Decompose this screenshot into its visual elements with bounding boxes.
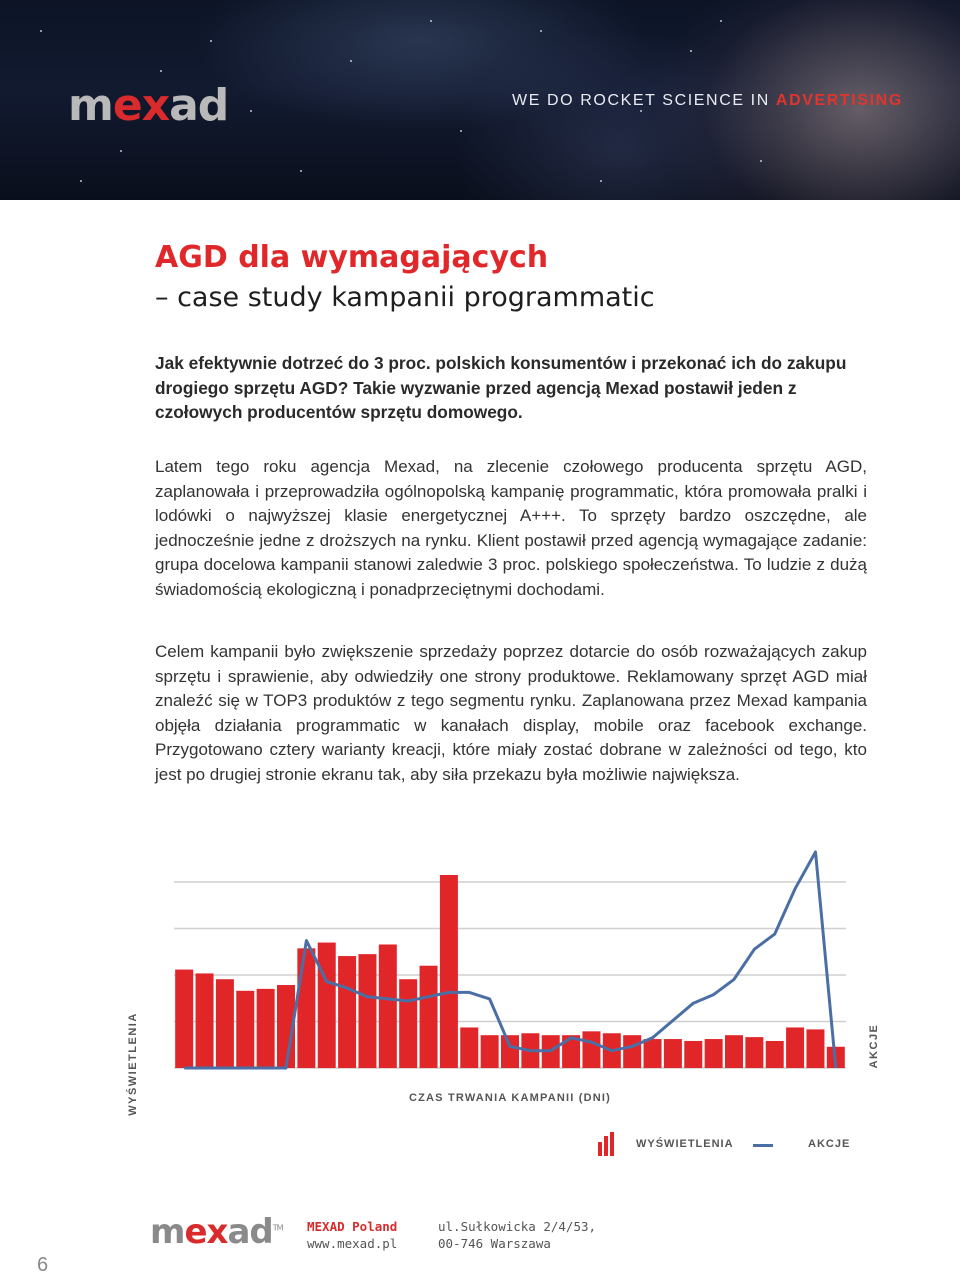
impressions-bar [766, 1041, 784, 1068]
impressions-bar [358, 954, 376, 1068]
impressions-bar [684, 1041, 702, 1068]
footer-logo: mexad™ [150, 1212, 283, 1252]
impressions-bar [644, 1039, 662, 1068]
campaign-chart [0, 830, 960, 1130]
impressions-bar [196, 973, 214, 1068]
impressions-bar [420, 966, 438, 1068]
impressions-bar [318, 943, 336, 1068]
impressions-bar [725, 1035, 743, 1068]
impressions-bar [623, 1035, 641, 1068]
impressions-bar [582, 1031, 600, 1068]
article-subtitle: – case study kampanii programmatic [155, 282, 655, 313]
bar-legend-icon [598, 1132, 618, 1156]
chart-legend [598, 1130, 858, 1160]
impressions-bar [745, 1037, 763, 1068]
article-lead: Jak efektywnie dotrzeć do 3 proc. polskich konsumentów i przekonać ich do zakupu drogiego sprzętu AGD? Takie wyzwanie przed agencją Mexad postawił jeden z czołowych producentów sprzętu domowego. [155, 353, 847, 422]
impressions-bar [236, 991, 254, 1068]
article-paragraph-1: Latem tego roku agencja Mexad, na zlecenie czołowego producenta sprzętu AGD, zaplanowała i przeprowadziła ogólnopolską kampanię programmatic, która promowała pralki i lodówki o najwyższej klasie energetycznej A+++. To sprzęty bardzo oszczędne, ale jednocześnie jedne z droższych na rynku. Klient postawił przed agencją wymagające zadanie: grupa docelowa kampanii stanowi zaledwie 3 proc. polskiego społeczeństwa. To ludzie z dużą świadomością ekologiczną i ponadprzeciętnymi dochodami. [155, 457, 867, 599]
legend-label-actions: AKCJE [808, 1138, 851, 1150]
article-paragraph-2: Celem kampanii było zwiększenie sprzedaży poprzez dotarcie do osób rozważających zakup sprzętu i sprawienie, aby odwiedziły one strony produktowe. Reklamowany sprzęt AGD miał znaleźć się w TOP3 produktów z tego segmentu rynku. Zaplanowana przez Mexad kampania objęła działania programmatic w kanałach display, mobile oraz facebook exchange. Przygotowano cztery warianty kreacji, które miały zostać dobrane w zależności od tego, kto jest po drugiej stronie ekranu tak, aby siła przekazu była możliwie największa. [155, 642, 867, 784]
article-title: AGD dla wymagających [155, 240, 549, 275]
page-number: 6 [37, 1254, 49, 1276]
company-name: MEXAD Poland [307, 1219, 398, 1234]
impressions-bar [379, 944, 397, 1068]
impressions-bar [399, 979, 417, 1068]
website: www.mexad.pl [307, 1236, 398, 1251]
line-legend-icon [753, 1144, 773, 1147]
impressions-bar [481, 1035, 499, 1068]
impressions-bar [460, 1027, 478, 1068]
legend-label-impressions: WYŚWIETLENIA [636, 1138, 734, 1150]
impressions-bar [175, 970, 193, 1068]
impressions-bar [664, 1039, 682, 1068]
address-line-1: ul.Sułkowicka 2/4/53, [438, 1219, 597, 1234]
impressions-bar [257, 989, 275, 1068]
x-axis-label: CZAS TRWANIA KAMPANII (DNI) [408, 1092, 612, 1104]
chart-bars [175, 875, 845, 1068]
tagline: WE DO ROCKET SCIENCE IN ADVERTISING [512, 92, 903, 109]
y-axis-label: WYŚWIETLENIA [127, 1012, 139, 1116]
impressions-bar [705, 1039, 723, 1068]
impressions-bar [806, 1029, 824, 1068]
mexad-logo: mexad [68, 80, 229, 131]
impressions-bar [501, 1035, 519, 1068]
address-line-2: 00-746 Warszawa [438, 1236, 551, 1251]
header-banner [0, 0, 960, 200]
y2-axis-label: AKCJE [868, 1023, 880, 1069]
impressions-bar [297, 948, 315, 1068]
impressions-bar [440, 875, 458, 1068]
impressions-bar [216, 979, 234, 1068]
impressions-bar [338, 956, 356, 1068]
impressions-bar [786, 1027, 804, 1068]
